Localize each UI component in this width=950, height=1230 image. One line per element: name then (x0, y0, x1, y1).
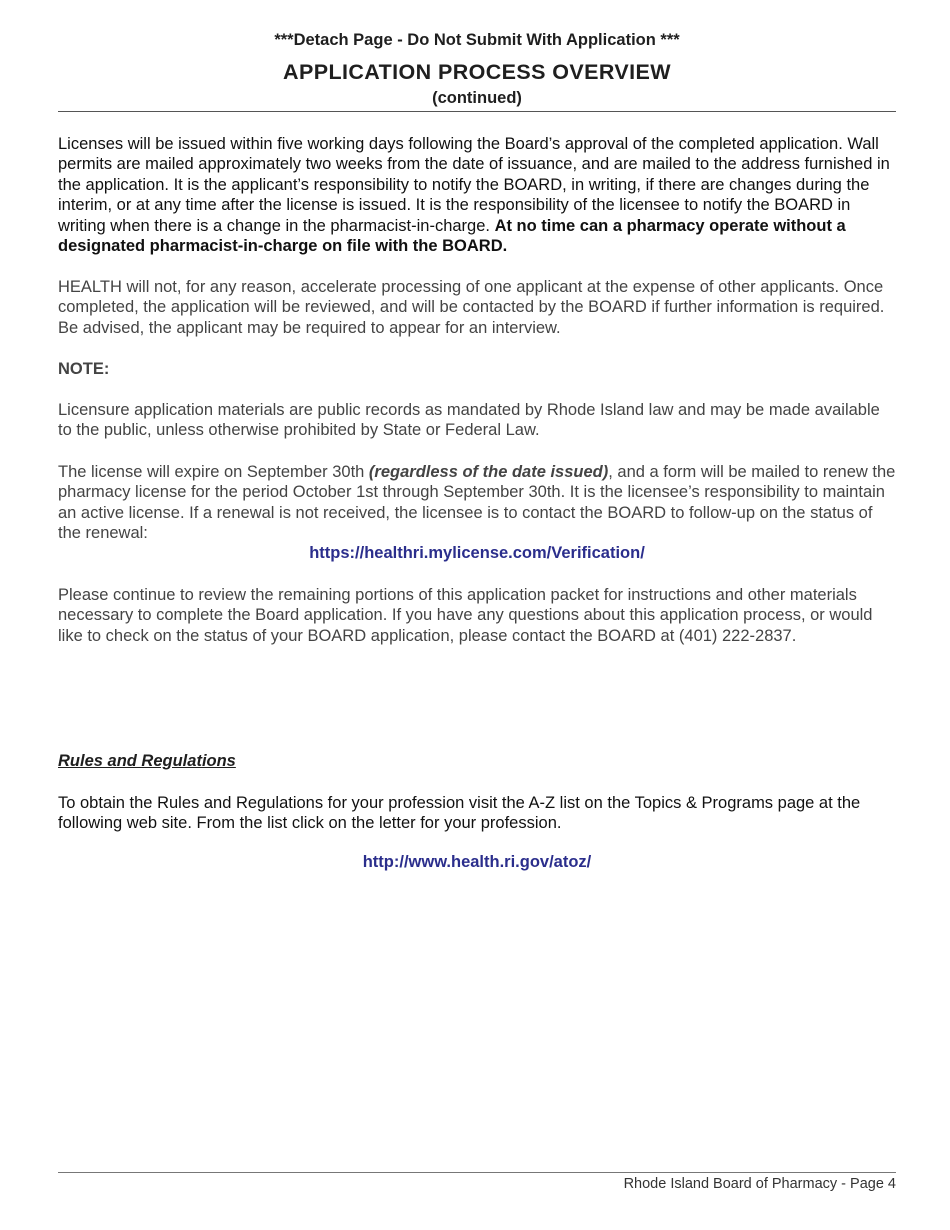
footer-divider (58, 1172, 896, 1173)
detach-notice: ***Detach Page - Do Not Submit With Application *** (274, 31, 680, 49)
paragraph-processing: HEALTH will not, for any reason, accelerate processing of one applicant at the expense of other applicants. Once completed, the application will be reviewed, and will be contacted by the BOARD if further information is required. Be advised, the applicant may be required to appear for an interview. (58, 278, 885, 337)
rules-heading: Rules and Regulations (58, 752, 236, 770)
paragraph-license-expiry-emphasis: (regardless of the date issued) (368, 463, 609, 481)
verification-link[interactable]: https://healthri.mylicense.com/Verification/ (309, 544, 645, 562)
paragraph-license-issuance (58, 134, 898, 256)
paragraph-license-issuance-text: Licenses will be issued within five working days following the Board’s approval of the completed application. Wall permits are mailed approximately two weeks from the date of issuance, and are mailed to the address furnished in the application. It is the applicant’s responsibility to notify the BOARD, in writing, if there are changes during the interim, or at any time after the license is issued. It is the responsibility of the licensee to notify the BOARD in writing when there is a change in the pharmacist-in-charge. (58, 135, 890, 235)
atoz-link[interactable]: http://www.health.ri.gov/atoz/ (362, 853, 592, 871)
page-title: APPLICATION PROCESS OVERVIEW (283, 60, 671, 84)
paragraph-license-expiry (58, 462, 898, 544)
paragraph-continue-review: Please continue to review the remaining portions of this application packet for instructions and other materials necessary to complete the Board application. If you have any questions about this application process, or would like to check on the status of your BOARD application, please contact the BOARD at (401) 222-2837. (58, 586, 873, 645)
paragraph-rules: To obtain the Rules and Regulations for your profession visit the A-Z list on the Topics & Programs page at the following web site. From the list click on the letter for your profession. (58, 794, 861, 833)
paragraph-license-issuance-bold: At no time can a pharmacy operate without a designated pharmacist-in-charge on file with the BOARD. (58, 216, 846, 256)
paragraph-license-expiry-after: , and a form will be mailed to renew the pharmacy license for the period October 1st through September 30th. It is the licensee’s responsibility to maintain an active license. If a renewal is not received, the licensee is to contact the BOARD to follow-up on the status of the renewal: (58, 463, 896, 543)
page-subtitle: (continued) (432, 89, 522, 107)
page-footer: Rhode Island Board of Pharmacy - Page 4 (623, 1176, 896, 1192)
paragraph-license-expiry-before: The license will expire on September 30th (58, 463, 369, 481)
paragraph-public-records: Licensure application materials are public records as mandated by Rhode Island law and may be made available to the public, unless otherwise prohibited by State or Federal Law. (58, 401, 880, 440)
note-label: NOTE: (58, 360, 110, 378)
header-divider (58, 111, 896, 112)
